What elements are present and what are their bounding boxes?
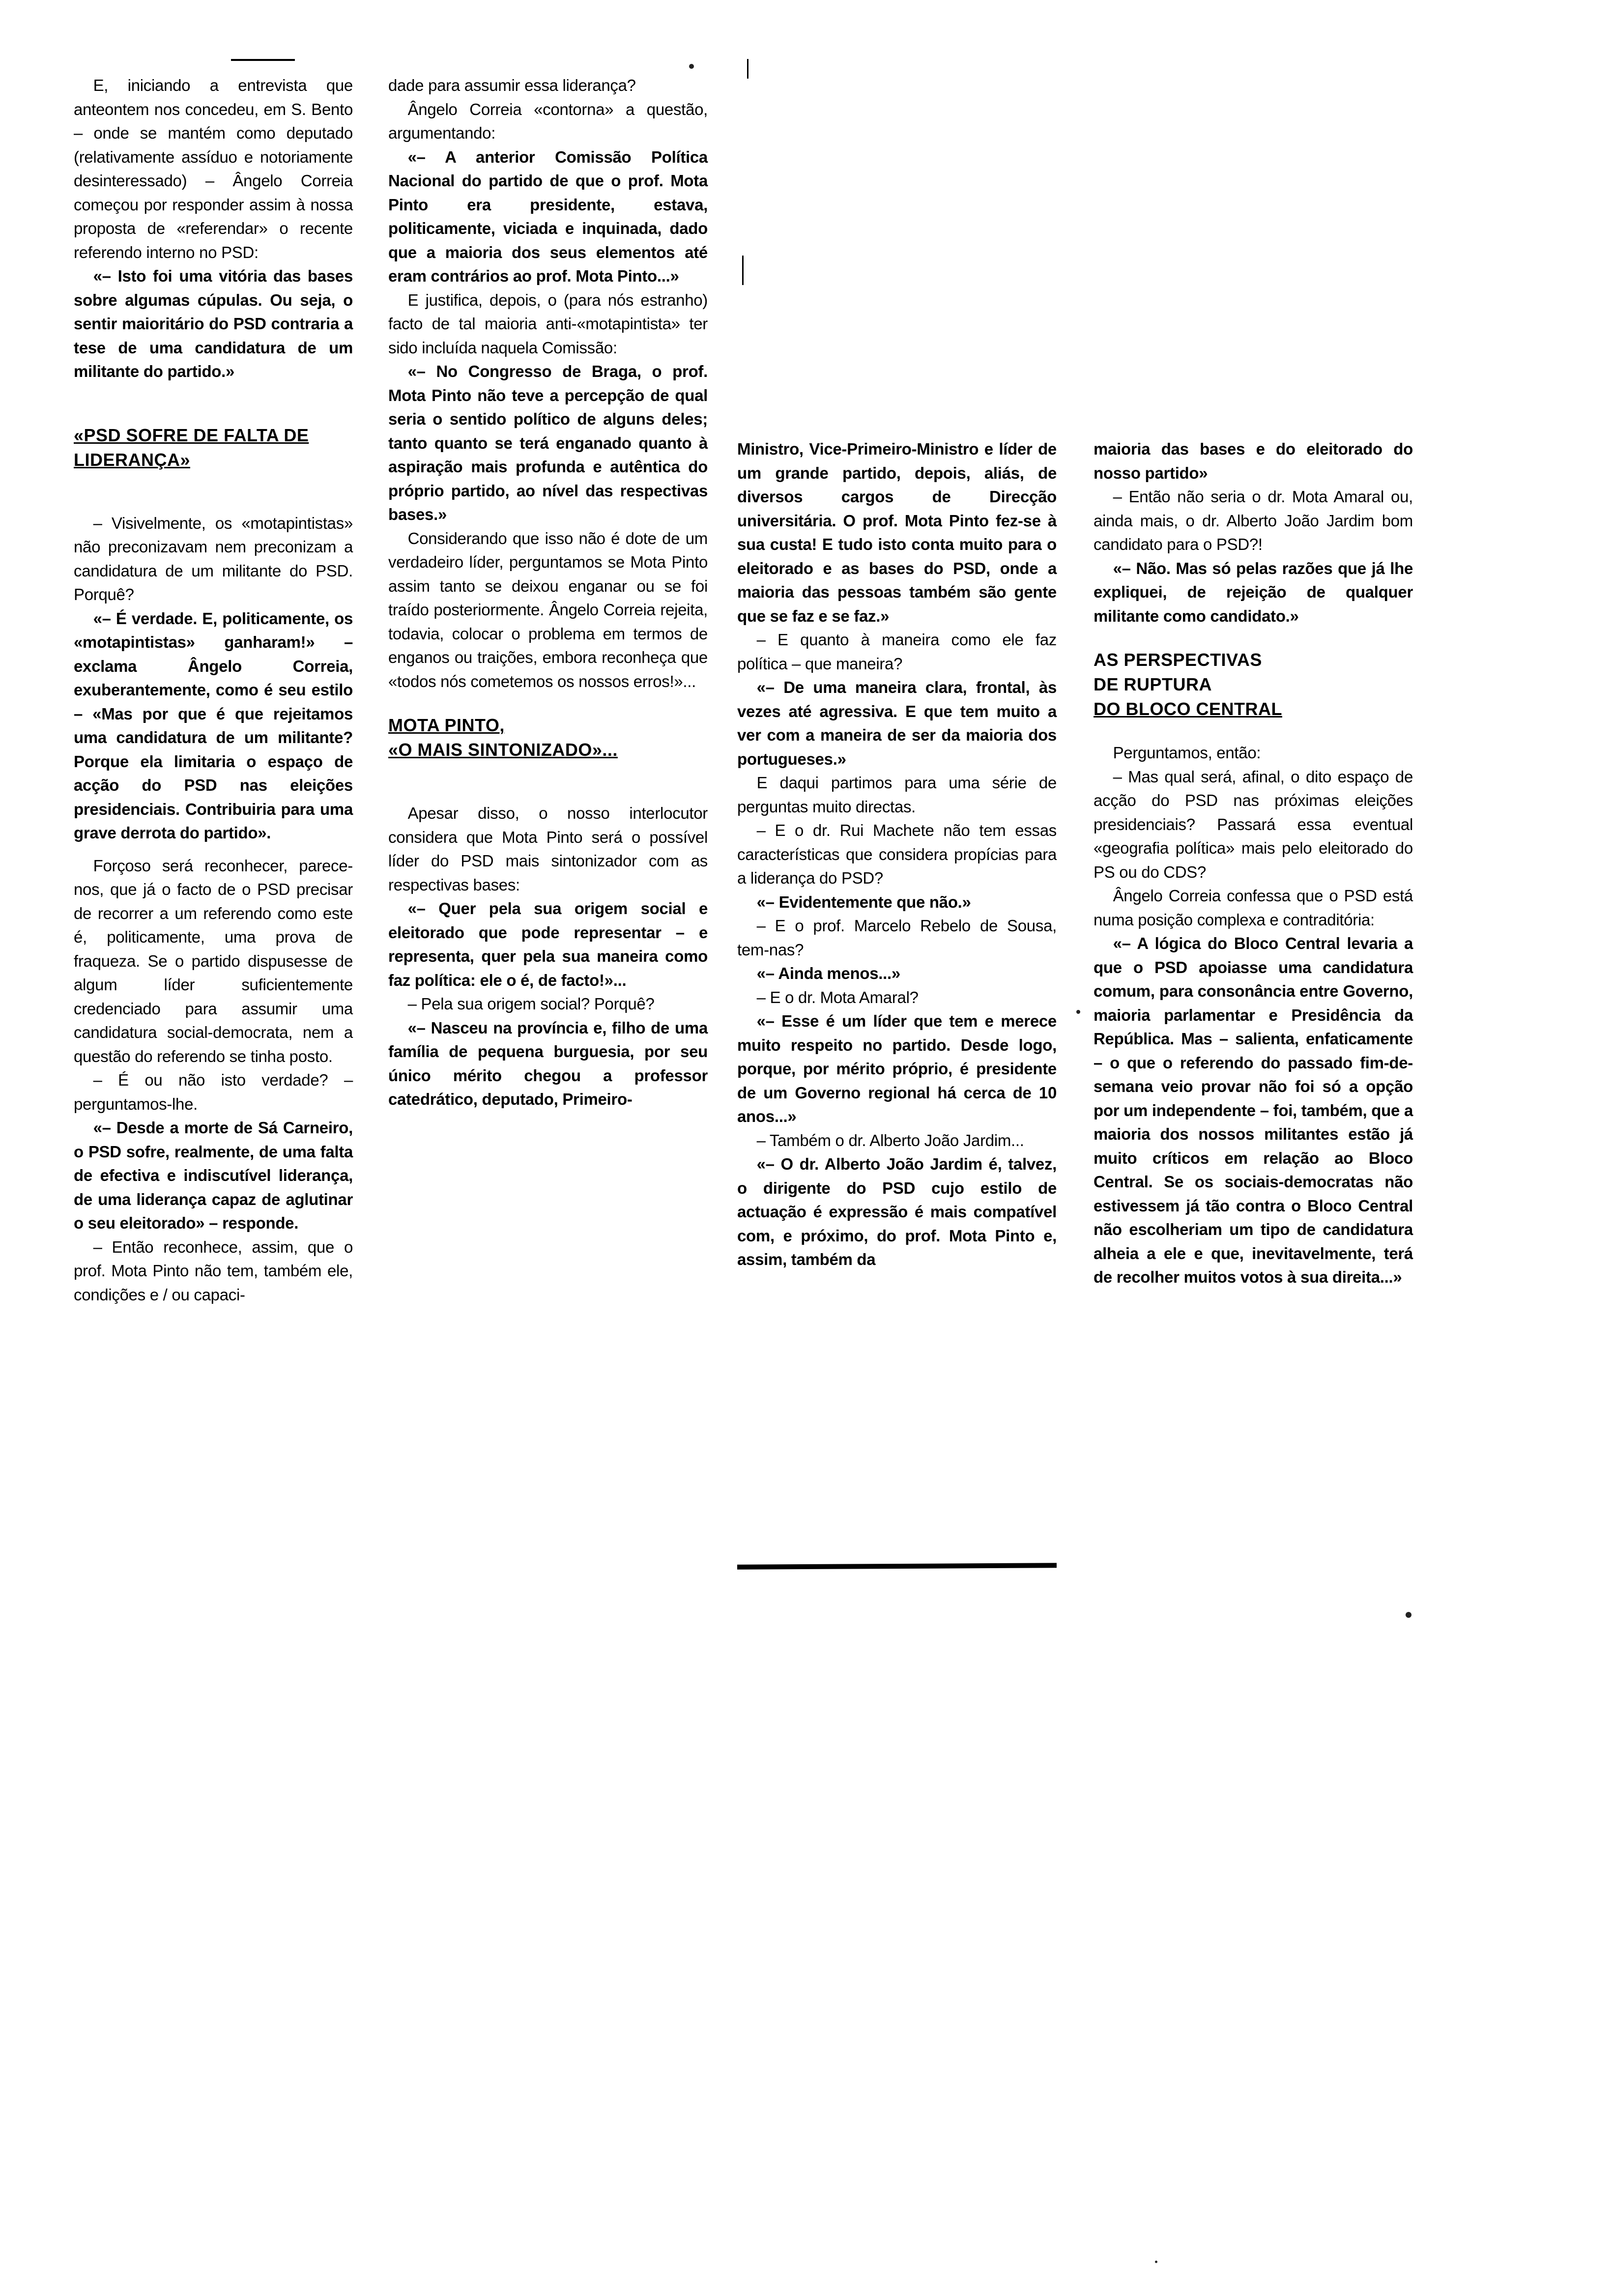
column-divider-rule xyxy=(742,256,744,285)
column-3 xyxy=(737,437,1057,1272)
quote-paragraph: «– Quer pela sua origem social e eleitorado que pode representar – e representa, quer pela sua maneira como faz política: ele o é, de facto!»... xyxy=(388,899,708,989)
paragraph: – Também o dr. Alberto João Jardim... xyxy=(756,1131,1024,1149)
scan-speck xyxy=(1076,1010,1080,1014)
section-heading: MOTA PINTO, xyxy=(388,715,505,735)
paragraph: E justifica, depois, o (para nós estranho) facto de tal maioria anti-«motapintista» ter sido incluída naquela Comissão: xyxy=(388,290,708,357)
section-heading: DE RUPTURA xyxy=(1094,674,1212,694)
section-heading: «PSD SOFRE DE FALTA DE LIDERANÇA» xyxy=(74,425,309,470)
paragraph: – E o dr. Rui Machete não tem essas características que considera propícias para a liderança do PSD? xyxy=(737,821,1057,887)
quote-paragraph: «– O dr. Alberto João Jardim é, talvez, o dirigente do PSD cujo estilo de actuação é expressão é mais compatível com, e próximo, do prof. Mota Pinto e, assim, também da xyxy=(737,1155,1057,1268)
scan-speck xyxy=(1406,1612,1411,1618)
quote-paragraph: «– Desde a morte de Sá Carneiro, o PSD sofre, realmente, de uma falta de efectiva e indiscutível liderança, de uma liderança capaz de aglutinar o seu eleitorado» – responde. xyxy=(74,1119,353,1232)
paragraph: Ângelo Correia «contorna» a questão, argumentando: xyxy=(388,100,708,142)
section-heading: AS PERSPECTIVAS xyxy=(1094,650,1262,670)
paragraph: – Pela sua origem social? Porquê? xyxy=(407,995,655,1013)
paragraph: E daqui partimos para uma série de perguntas muito directas. xyxy=(737,774,1057,816)
paragraph: – E quanto à maneira como ele faz política – que maneira? xyxy=(737,631,1057,673)
scan-speck xyxy=(1155,2261,1157,2263)
paragraph: – Então reconhece, assim, que o prof. Mota Pinto não tem, também ele, condições e / ou capaci- xyxy=(74,1237,353,1304)
paragraph: E, iniciando a entrevista que anteontem nos concedeu, em S. Bento – onde se mantém como deputado (relativamente assíduo e notoriamente desinteressado) – Ângelo Correia começou por responder assim à nossa proposta de «referendar» o recente referendo interno no PSD: xyxy=(74,76,353,261)
quote-paragraph: «– No Congresso de Braga, o prof. Mota Pinto não teve a percepção de qual seria o sentido político de alguns deles; tanto quanto se terá enganado quanto à aspiração mais profunda e autêntica do próprio partido, ao nível das respectivas bases.» xyxy=(388,362,708,523)
heading-rule xyxy=(231,59,295,61)
column-end-rule xyxy=(737,1563,1057,1569)
paragraph: Forçoso será reconhecer, parece-nos, que já o facto de o PSD precisar de recorrer a um referendo como este é, politicamente, uma prova de fraqueza. Se o partido dispusesse de algum líder suficientemente credenciado para assumir uma candidatura social-democrata, nem a questão do referendo se tinha posto. xyxy=(74,856,353,1065)
column-divider-rule xyxy=(747,59,748,79)
scan-speck xyxy=(689,64,694,69)
paragraph: – Mas qual será, afinal, o dito espaço de acção do PSD nas próximas eleições presidenciais? Passará essa eventual «geografia política» mais pelo eleitorado do PS ou do CDS? xyxy=(1094,767,1413,881)
column-1 xyxy=(74,74,353,1307)
section-heading: DO BLOCO CENTRAL xyxy=(1094,699,1282,719)
quote-paragraph: «– Evidentemente que não.» xyxy=(756,892,971,911)
quote-paragraph: «– Não. Mas só pelas razões que já lhe expliquei, de rejeição de qualquer militante como candidato.» xyxy=(1094,559,1413,625)
quote-paragraph: «– Esse é um líder que tem e merece muito respeito no partido. Desde logo, porque, por mérito próprio, é presidente de um Governo regional há cerca de 10 anos...» xyxy=(737,1012,1057,1125)
quote-paragraph: «– Isto foi uma vitória das bases sobre algumas cúpulas. Ou seja, o sentir maioritário do PSD contraria a tese de uma candidatura de um militante do partido.» xyxy=(74,267,353,380)
section-heading: «O MAIS SINTONIZADO»... xyxy=(388,740,618,760)
paragraph: Ângelo Correia confessa que o PSD está numa posição complexa e contraditória: xyxy=(1094,887,1413,929)
quote-paragraph: «– Ainda menos...» xyxy=(756,964,900,982)
paragraph: dade para assumir essa liderança? xyxy=(388,76,636,94)
column-4 xyxy=(1094,437,1413,1290)
quote-paragraph: «– É verdade. E, politicamente, os «motapintistas» ganharam!» – exclama Ângelo Correia, exuberantemente, como é seu estilo – «Mas por que é que rejeitamos uma candidatura de um militante? Porque ela limitaria o espaço de acção do PSD nas eleições presidenciais. Contribuiria para uma grave derrota do partido». xyxy=(74,609,353,842)
paragraph: – Então não seria o dr. Mota Amaral ou, ainda mais, o dr. Alberto João Jardim bom candidato para o PSD?! xyxy=(1094,488,1413,553)
paragraph: – E o dr. Mota Amaral? xyxy=(756,988,919,1006)
quote-paragraph: Ministro, Vice-Primeiro-Ministro e líder de um grande partido, depois, aliás, de diversos cargos de Direcção universitária. O prof. Mota Pinto fez-se à sua custa! E tudo isto conta muito para o eleitorado e as bases do PSD, onde a maioria das pessoas também são gente que se faz e se faz.» xyxy=(737,440,1057,625)
paragraph: Considerando que isso não é dote de um verdadeiro líder, perguntamos se Mota Pinto assim tanto se deixou enganar ou se foi traído posteriormente. Ângelo Correia rejeita, todavia, colocar o problema em termos de enganos ou traições, embora reconheça que «todos nós cometemos os nossos erros!»... xyxy=(388,529,708,690)
paragraph: – Visivelmente, os «motapintistas» não preconizavam nem preconizam a candidatura de um militante do PSD. Porquê? xyxy=(74,514,353,603)
quote-paragraph: «– De uma maneira clara, frontal, às vezes até agressiva. E que tem muito a ver com a maneira de ser da maioria dos portugueses.» xyxy=(737,678,1057,768)
quote-paragraph: «– A lógica do Bloco Central levaria a que o PSD apoiasse uma candidatura comum, para consonância entre Governo, maioria parlamentar e Presidência da República. Mas – salienta, enfaticamente – o que o referendo do passado fim-de-semana veio provar não foi só a opção por um independente – foi, também, que a maioria dos nossos militantes estão já muito críticos em relação ao Bloco Central. Se os sociais-democratas não estivessem já tão contra o Bloco Central não escolheriam um tipo de candidatura alheia a ele e que, inevitavelmente, terá de recolher muitos votos à sua direita...» xyxy=(1094,934,1413,1286)
paragraph: Apesar disso, o nosso interlocutor considera que Mota Pinto será o possível líder do PSD mais sintonizador com as respectivas bases: xyxy=(388,804,708,894)
quote-paragraph: «– Nasceu na província e, filho de uma família de pequena burguesia, por seu único mérito chegou a professor catedrático, deputado, Primeiro- xyxy=(388,1018,708,1108)
paragraph: – E o prof. Marcelo Rebelo de Sousa, tem-nas? xyxy=(737,917,1057,959)
quote-paragraph: maioria das bases e do eleitorado do nosso partido» xyxy=(1094,440,1413,482)
column-2 xyxy=(388,74,708,1112)
paragraph: – É ou não isto verdade? – perguntamos-lhe. xyxy=(74,1071,353,1113)
paragraph: Perguntamos, então: xyxy=(1113,744,1261,762)
quote-paragraph: «– A anterior Comissão Política Nacional do partido de que o prof. Mota Pinto era presidente, estava, politicamente, viciada e inquinada, dado que a maioria dos seus elementos até eram contrários ao prof. Mota Pinto...» xyxy=(388,147,708,285)
